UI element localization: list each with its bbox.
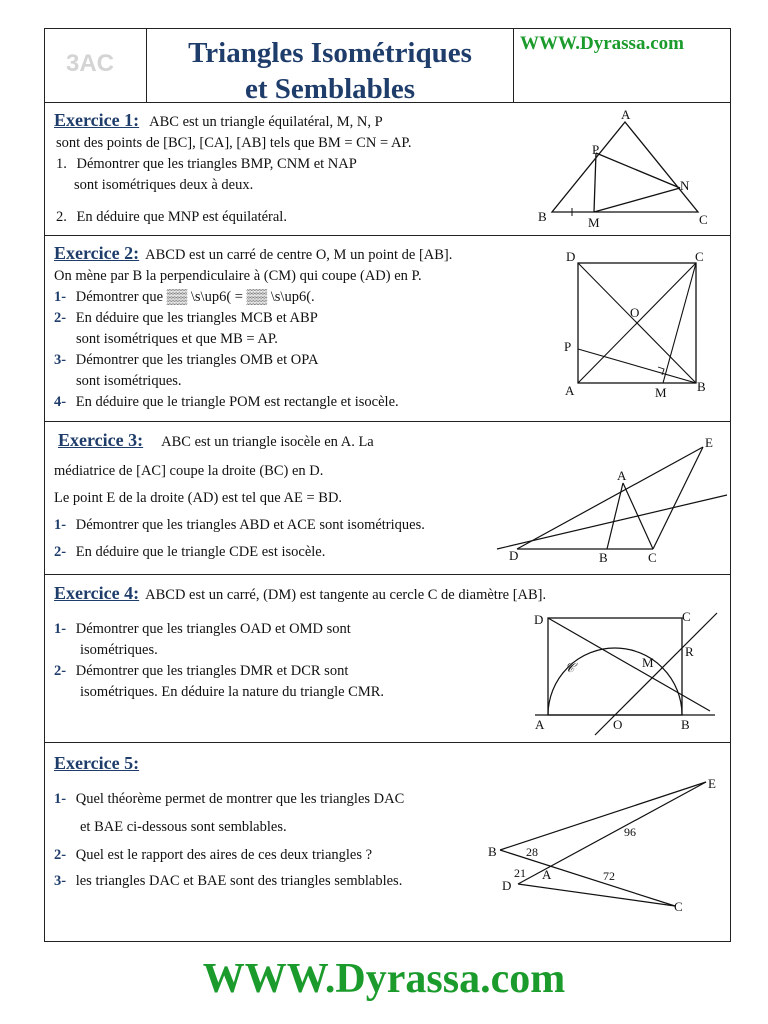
q-text: Démontrer que les triangles OMB et OPA: [75, 352, 319, 368]
exercise-3-title: Exercice 3:: [58, 430, 144, 450]
exercise-3-q2: [54, 543, 325, 561]
exercise-4-q2-cont: isométriques. En déduire la nature du triangle CMR.: [80, 684, 385, 700]
length-ba: 28: [526, 845, 538, 859]
q-text: Démontrer que les triangles OAD et OMD sont: [75, 621, 351, 637]
triangle-abc: [552, 122, 698, 212]
exercise-1-q1: [56, 155, 357, 173]
q-number: 1-: [54, 791, 67, 807]
exercise-2-q3-cont: sont isométriques.: [76, 373, 182, 389]
exercise-4-q1: [54, 620, 351, 638]
label-a: A: [617, 468, 627, 483]
exercise-1-line2: sont des points de [BC], [CA], [AB] tels que BM = CN = AP.: [56, 135, 412, 151]
section-divider-4: [44, 742, 731, 743]
exercise-3-line2: médiatrice de [AC] coupe la droite (BC) en D.: [54, 463, 324, 479]
label-a: A: [535, 717, 545, 732]
figure-ex4-square: [505, 605, 720, 740]
label-b: B: [697, 379, 706, 394]
exercise-2-q2: [54, 309, 318, 327]
q-text: Démontrer que ▒▒ \s\up6( = ▒▒ \s\up6(.: [75, 289, 315, 305]
exercise-5-q2: [54, 846, 372, 864]
exercise-3: [58, 430, 374, 451]
site-link-top[interactable]: WWW.Dyrassa.com: [520, 33, 684, 54]
label-p: P: [564, 339, 572, 354]
label-c: C: [699, 212, 708, 227]
length-ac: 72: [603, 869, 615, 883]
exercise-2-q3: [54, 351, 318, 369]
segment-mn: [594, 188, 680, 212]
label-p: P: [592, 142, 600, 157]
segment-pm: [594, 153, 596, 212]
exercise-3-line3: Le point E de la droite (AD) est tel que AE = BD.: [54, 490, 343, 506]
q-number: 3-: [54, 873, 67, 889]
line-ad: [517, 447, 703, 549]
exercise-2-q2-cont: sont isométriques et que MB = AP.: [76, 331, 278, 347]
q-number: 2-: [54, 847, 67, 863]
exercise-1-q1-cont: sont isométriques deux à deux.: [74, 177, 254, 193]
page-title-line2: et Semblables: [245, 73, 415, 105]
q-number: 2-: [54, 310, 67, 326]
exercise-1: [54, 110, 383, 131]
length-da: 21: [514, 866, 526, 880]
label-c: C: [674, 899, 683, 914]
q-text: Démontrer que les triangles BMP, CNM et NAP: [76, 156, 357, 172]
q-number: 2-: [54, 544, 67, 560]
segment-pb: [578, 349, 696, 383]
exercise-1-intro: ABC est un triangle équilatéral, M, N, P: [149, 114, 383, 130]
exercise-3-intro: ABC est un triangle isocèle en A. La: [161, 434, 374, 450]
exercise-1-title: Exercice 1:: [54, 110, 140, 130]
exercise-5-q1: [54, 790, 404, 808]
exercise-2-q1: [54, 288, 315, 306]
label-a: A: [621, 108, 631, 122]
label-d: D: [566, 249, 576, 264]
exercise-4: [54, 583, 546, 604]
label-e: E: [708, 776, 716, 791]
q-text: En déduire que MNP est équilatéral.: [76, 209, 287, 225]
exercise-4-q1-cont: isométriques.: [80, 642, 158, 658]
section-divider-1: [44, 235, 731, 236]
label-a: A: [565, 383, 575, 398]
header-divider-right: [513, 28, 514, 102]
q-number: 1.: [56, 156, 67, 172]
q-number: 2.: [56, 209, 67, 225]
q-number: 3-: [54, 352, 67, 368]
exercise-5-q1-cont: et BAE ci-dessous sont semblables.: [80, 819, 287, 835]
label-o: O: [613, 717, 623, 732]
label-b: B: [538, 209, 547, 224]
semicircle-c: [548, 648, 682, 715]
segment-be: [500, 782, 706, 850]
segment-cm: [663, 263, 696, 383]
q-text: Démontrer que les triangles DMR et DCR sont: [75, 663, 349, 679]
exercise-5-q3: [54, 872, 402, 890]
label-r: R: [685, 644, 694, 659]
q-text: Quel est le rapport des aires de ces deux triangles ?: [75, 847, 373, 863]
level-badge: 3AC: [66, 50, 115, 77]
header-divider-left: [146, 28, 147, 102]
label-b: B: [599, 550, 608, 565]
page-title-line1: Triangles Isométriques: [188, 37, 472, 69]
q-number: 1-: [54, 517, 67, 533]
q-number: 1-: [54, 621, 67, 637]
exercise-4-q2: [54, 662, 348, 680]
exercise-3-q1: [54, 516, 425, 534]
label-circle: 𝒞: [565, 660, 575, 675]
label-o: O: [630, 305, 640, 320]
segment-ab: [607, 483, 623, 549]
q-text: Quel théorème permet de montrer que les triangles DAC: [75, 791, 405, 807]
site-link-bottom[interactable]: WWW.Dyrassa.com: [202, 956, 566, 1002]
exercise-2-q4: [54, 393, 399, 411]
label-b: B: [681, 717, 690, 732]
label-e: E: [705, 435, 713, 450]
figure-ex2-square: [558, 245, 718, 405]
figure-ex3-triangle: [495, 430, 730, 570]
exercise-4-intro: ABCD est un carré, (DM) est tangente au cercle C de diamètre [AB].: [145, 587, 547, 603]
q-text: En déduire que le triangle POM est rectangle et isocèle.: [75, 394, 399, 410]
exercise-1-q2: [56, 208, 287, 226]
figure-ex1-triangle: [530, 108, 720, 233]
label-m: M: [588, 215, 600, 230]
label-m: M: [642, 655, 654, 670]
exercise-2-line2: On mène par B la perpendiculaire à (CM) qui coupe (AD) en P.: [54, 268, 422, 284]
exercise-2: [54, 243, 452, 264]
segment-dc: [518, 884, 675, 906]
label-m: M: [655, 385, 667, 400]
q-text: les triangles DAC et BAE sont des triangles semblables.: [75, 873, 403, 889]
label-c: C: [648, 550, 657, 565]
label-b: B: [488, 844, 497, 859]
label-d: D: [534, 612, 544, 627]
q-number: 2-: [54, 663, 67, 679]
label-c: C: [682, 609, 691, 624]
exercise-4-title: Exercice 4:: [54, 583, 140, 603]
exercise-2-title: Exercice 2:: [54, 243, 140, 263]
section-divider-3: [44, 574, 731, 575]
label-n: N: [680, 178, 690, 193]
label-d: D: [502, 878, 512, 893]
label-c: C: [695, 249, 704, 264]
section-divider-2: [44, 421, 731, 422]
exercise-2-intro: ABCD est un carré de centre O, M un point de [AB].: [145, 247, 453, 263]
segment-pn: [596, 153, 680, 188]
label-d: D: [509, 548, 519, 563]
q-number: 4-: [54, 394, 67, 410]
figure-ex5-triangles: [482, 770, 722, 920]
q-text: En déduire que les triangles MCB et ABP: [75, 310, 318, 326]
q-text: Démontrer que les triangles ABD et ACE sont isométriques.: [75, 517, 425, 533]
segment-ce: [653, 447, 703, 549]
label-a: A: [542, 867, 552, 882]
q-number: 1-: [54, 289, 67, 305]
segment-ac: [623, 483, 653, 549]
exercise-5-title: Exercice 5:: [54, 753, 140, 773]
length-ae: 96: [624, 825, 636, 839]
q-text: En déduire que le triangle CDE est isocèle.: [75, 544, 326, 560]
